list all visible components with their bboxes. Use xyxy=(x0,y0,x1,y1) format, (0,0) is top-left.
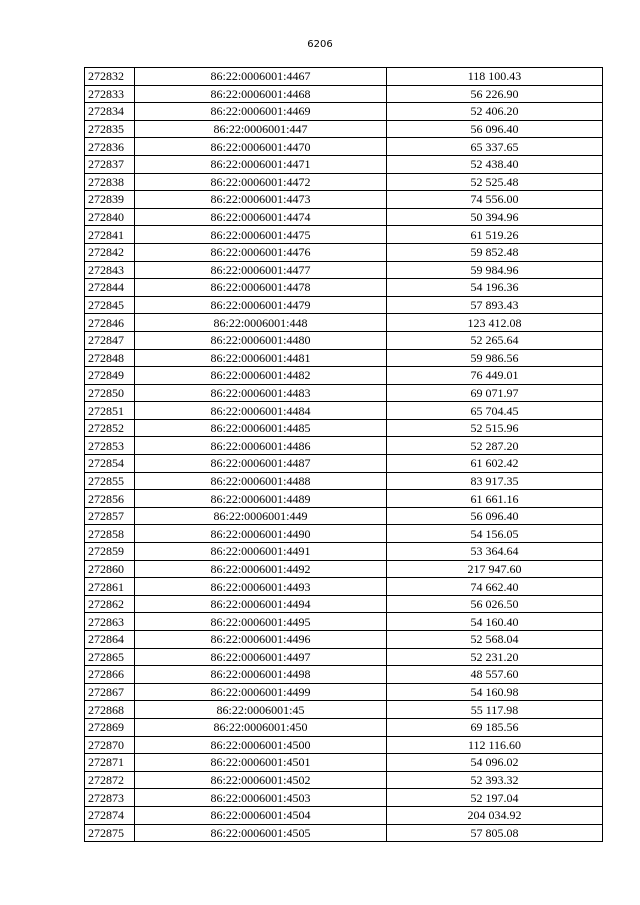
table-row xyxy=(85,683,603,701)
cadastral-value-cell: 52 515.96 xyxy=(387,419,603,437)
row-number-cell: 272833 xyxy=(85,85,135,103)
table-row xyxy=(85,666,603,684)
row-number-cell: 272858 xyxy=(85,525,135,543)
cadastral-number-cell: 86:22:0006001:4499 xyxy=(135,683,387,701)
cadastral-value-cell: 52 393.32 xyxy=(387,771,603,789)
table-row xyxy=(85,507,603,525)
row-number-cell: 272845 xyxy=(85,296,135,314)
table-row xyxy=(85,191,603,209)
page-number: 6206 xyxy=(307,39,333,50)
table-row xyxy=(85,613,603,631)
cadastral-value-table xyxy=(84,67,603,842)
cadastral-number-cell: 86:22:0006001:4495 xyxy=(135,613,387,631)
row-number-cell: 272873 xyxy=(85,789,135,807)
row-number-cell: 272861 xyxy=(85,578,135,596)
cadastral-number-cell: 86:22:0006001:4504 xyxy=(135,806,387,824)
cadastral-value-cell: 57 893.43 xyxy=(387,296,603,314)
cadastral-number-cell: 86:22:0006001:4496 xyxy=(135,631,387,649)
row-number-cell: 272840 xyxy=(85,208,135,226)
cadastral-number-cell: 86:22:0006001:4473 xyxy=(135,191,387,209)
cadastral-value-cell: 56 026.50 xyxy=(387,595,603,613)
cadastral-value-cell: 53 364.64 xyxy=(387,543,603,561)
row-number-cell: 272866 xyxy=(85,666,135,684)
table-row xyxy=(85,736,603,754)
cadastral-number-cell: 86:22:0006001:448 xyxy=(135,314,387,332)
cadastral-number-cell: 86:22:0006001:4484 xyxy=(135,402,387,420)
row-number-cell: 272835 xyxy=(85,120,135,138)
cadastral-number-cell: 86:22:0006001:4474 xyxy=(135,208,387,226)
row-number-cell: 272853 xyxy=(85,437,135,455)
table-row xyxy=(85,543,603,561)
row-number-cell: 272846 xyxy=(85,314,135,332)
cadastral-value-cell: 52 231.20 xyxy=(387,648,603,666)
cadastral-value-cell: 74 556.00 xyxy=(387,191,603,209)
cadastral-value-cell: 65 337.65 xyxy=(387,138,603,156)
cadastral-number-cell: 86:22:0006001:4488 xyxy=(135,472,387,490)
row-number-cell: 272849 xyxy=(85,367,135,385)
row-number-cell: 272870 xyxy=(85,736,135,754)
row-number-cell: 272854 xyxy=(85,455,135,473)
table-row xyxy=(85,226,603,244)
row-number-cell: 272867 xyxy=(85,683,135,701)
cadastral-value-cell: 48 557.60 xyxy=(387,666,603,684)
cadastral-number-cell: 86:22:0006001:4479 xyxy=(135,296,387,314)
cadastral-value-cell: 69 185.56 xyxy=(387,718,603,736)
cadastral-value-cell: 54 160.98 xyxy=(387,683,603,701)
row-number-cell: 272872 xyxy=(85,771,135,789)
cadastral-number-cell: 86:22:0006001:4498 xyxy=(135,666,387,684)
row-number-cell: 272859 xyxy=(85,543,135,561)
row-number-cell: 272837 xyxy=(85,155,135,173)
cadastral-value-cell: 52 265.64 xyxy=(387,331,603,349)
table-row xyxy=(85,155,603,173)
cadastral-number-cell: 86:22:0006001:45 xyxy=(135,701,387,719)
cadastral-number-cell: 86:22:0006001:4489 xyxy=(135,490,387,508)
cadastral-value-cell: 112 116.60 xyxy=(387,736,603,754)
cadastral-number-cell: 86:22:0006001:4480 xyxy=(135,331,387,349)
table-row xyxy=(85,85,603,103)
cadastral-value-cell: 54 160.40 xyxy=(387,613,603,631)
cadastral-value-cell: 52 287.20 xyxy=(387,437,603,455)
table-row xyxy=(85,718,603,736)
cadastral-number-cell: 86:22:0006001:4491 xyxy=(135,543,387,561)
table-row xyxy=(85,173,603,191)
cadastral-number-cell: 86:22:0006001:4505 xyxy=(135,824,387,842)
cadastral-number-cell: 86:22:0006001:4470 xyxy=(135,138,387,156)
cadastral-value-cell: 59 984.96 xyxy=(387,261,603,279)
cadastral-value-cell: 61 602.42 xyxy=(387,455,603,473)
table-row xyxy=(85,296,603,314)
cadastral-value-cell: 52 568.04 xyxy=(387,631,603,649)
table-row xyxy=(85,314,603,332)
row-number-cell: 272857 xyxy=(85,507,135,525)
table-row xyxy=(85,578,603,596)
cadastral-value-cell: 55 117.98 xyxy=(387,701,603,719)
cadastral-value-cell: 56 096.40 xyxy=(387,120,603,138)
cadastral-number-cell: 86:22:0006001:447 xyxy=(135,120,387,138)
cadastral-number-cell: 86:22:0006001:4477 xyxy=(135,261,387,279)
cadastral-value-cell: 52 525.48 xyxy=(387,173,603,191)
cadastral-value-cell: 59 852.48 xyxy=(387,243,603,261)
row-number-cell: 272847 xyxy=(85,331,135,349)
cadastral-value-cell: 56 096.40 xyxy=(387,507,603,525)
cadastral-number-cell: 86:22:0006001:4469 xyxy=(135,103,387,121)
cadastral-number-cell: 86:22:0006001:4487 xyxy=(135,455,387,473)
cadastral-value-cell: 50 394.96 xyxy=(387,208,603,226)
cadastral-number-cell: 86:22:0006001:4501 xyxy=(135,754,387,772)
table-row xyxy=(85,68,603,86)
table-row xyxy=(85,824,603,842)
cadastral-number-cell: 86:22:0006001:4503 xyxy=(135,789,387,807)
table-row xyxy=(85,279,603,297)
table-row xyxy=(85,120,603,138)
table-row xyxy=(85,402,603,420)
row-number-cell: 272865 xyxy=(85,648,135,666)
cadastral-value-cell: 54 196.36 xyxy=(387,279,603,297)
cadastral-number-cell: 86:22:0006001:4494 xyxy=(135,595,387,613)
row-number-cell: 272856 xyxy=(85,490,135,508)
table-row xyxy=(85,701,603,719)
row-number-cell: 272841 xyxy=(85,226,135,244)
cadastral-value-cell: 57 805.08 xyxy=(387,824,603,842)
row-number-cell: 272843 xyxy=(85,261,135,279)
cadastral-number-cell: 86:22:0006001:4486 xyxy=(135,437,387,455)
row-number-cell: 272871 xyxy=(85,754,135,772)
cadastral-number-cell: 86:22:0006001:4490 xyxy=(135,525,387,543)
cadastral-value-cell: 61 661.16 xyxy=(387,490,603,508)
cadastral-number-cell: 86:22:0006001:4485 xyxy=(135,419,387,437)
table-row xyxy=(85,455,603,473)
table-row xyxy=(85,103,603,121)
cadastral-number-cell: 86:22:0006001:4468 xyxy=(135,85,387,103)
cadastral-value-cell: 217 947.60 xyxy=(387,560,603,578)
table-row xyxy=(85,789,603,807)
cadastral-number-cell: 86:22:0006001:4478 xyxy=(135,279,387,297)
cadastral-number-cell: 86:22:0006001:4482 xyxy=(135,367,387,385)
cadastral-value-cell: 83 917.35 xyxy=(387,472,603,490)
row-number-cell: 272850 xyxy=(85,384,135,402)
table-row xyxy=(85,525,603,543)
cadastral-value-cell: 74 662.40 xyxy=(387,578,603,596)
row-number-cell: 272832 xyxy=(85,68,135,86)
table-row xyxy=(85,771,603,789)
cadastral-number-cell: 86:22:0006001:4475 xyxy=(135,226,387,244)
table-body xyxy=(85,68,603,842)
row-number-cell: 272862 xyxy=(85,595,135,613)
row-number-cell: 272864 xyxy=(85,631,135,649)
cadastral-value-cell: 54 096.02 xyxy=(387,754,603,772)
row-number-cell: 272860 xyxy=(85,560,135,578)
row-number-cell: 272875 xyxy=(85,824,135,842)
cadastral-number-cell: 86:22:0006001:449 xyxy=(135,507,387,525)
cadastral-value-cell: 52 406.20 xyxy=(387,103,603,121)
cadastral-number-cell: 86:22:0006001:4476 xyxy=(135,243,387,261)
cadastral-value-cell: 52 438.40 xyxy=(387,155,603,173)
row-number-cell: 272844 xyxy=(85,279,135,297)
table-row xyxy=(85,490,603,508)
row-number-cell: 272839 xyxy=(85,191,135,209)
row-number-cell: 272855 xyxy=(85,472,135,490)
cadastral-number-cell: 86:22:0006001:4472 xyxy=(135,173,387,191)
table-row xyxy=(85,648,603,666)
row-number-cell: 272852 xyxy=(85,419,135,437)
row-number-cell: 272848 xyxy=(85,349,135,367)
table-row xyxy=(85,560,603,578)
table-row xyxy=(85,349,603,367)
cadastral-number-cell: 86:22:0006001:4481 xyxy=(135,349,387,367)
cadastral-number-cell: 86:22:0006001:4500 xyxy=(135,736,387,754)
row-number-cell: 272869 xyxy=(85,718,135,736)
row-number-cell: 272842 xyxy=(85,243,135,261)
cadastral-value-cell: 52 197.04 xyxy=(387,789,603,807)
cadastral-value-cell: 118 100.43 xyxy=(387,68,603,86)
cadastral-value-cell: 59 986.56 xyxy=(387,349,603,367)
cadastral-value-cell: 204 034.92 xyxy=(387,806,603,824)
cadastral-value-cell: 56 226.90 xyxy=(387,85,603,103)
table-row xyxy=(85,472,603,490)
cadastral-number-cell: 86:22:0006001:4502 xyxy=(135,771,387,789)
table-row xyxy=(85,631,603,649)
table-row xyxy=(85,138,603,156)
row-number-cell: 272836 xyxy=(85,138,135,156)
table-row xyxy=(85,367,603,385)
row-number-cell: 272838 xyxy=(85,173,135,191)
cadastral-value-cell: 61 519.26 xyxy=(387,226,603,244)
table-row xyxy=(85,754,603,772)
cadastral-value-cell: 69 071.97 xyxy=(387,384,603,402)
table-row xyxy=(85,261,603,279)
cadastral-number-cell: 86:22:0006001:4483 xyxy=(135,384,387,402)
cadastral-number-cell: 86:22:0006001:4467 xyxy=(135,68,387,86)
cadastral-value-cell: 54 156.05 xyxy=(387,525,603,543)
cadastral-number-cell: 86:22:0006001:4493 xyxy=(135,578,387,596)
table-row xyxy=(85,595,603,613)
table-row xyxy=(85,243,603,261)
cadastral-number-cell: 86:22:0006001:450 xyxy=(135,718,387,736)
row-number-cell: 272863 xyxy=(85,613,135,631)
table-row xyxy=(85,419,603,437)
row-number-cell: 272868 xyxy=(85,701,135,719)
table-row xyxy=(85,384,603,402)
cadastral-value-cell: 123 412.08 xyxy=(387,314,603,332)
table-row xyxy=(85,331,603,349)
cadastral-number-cell: 86:22:0006001:4471 xyxy=(135,155,387,173)
table-row xyxy=(85,208,603,226)
cadastral-value-cell: 65 704.45 xyxy=(387,402,603,420)
table-row xyxy=(85,806,603,824)
row-number-cell: 272834 xyxy=(85,103,135,121)
table-row xyxy=(85,437,603,455)
row-number-cell: 272874 xyxy=(85,806,135,824)
cadastral-number-cell: 86:22:0006001:4492 xyxy=(135,560,387,578)
cadastral-number-cell: 86:22:0006001:4497 xyxy=(135,648,387,666)
row-number-cell: 272851 xyxy=(85,402,135,420)
cadastral-value-cell: 76 449.01 xyxy=(387,367,603,385)
